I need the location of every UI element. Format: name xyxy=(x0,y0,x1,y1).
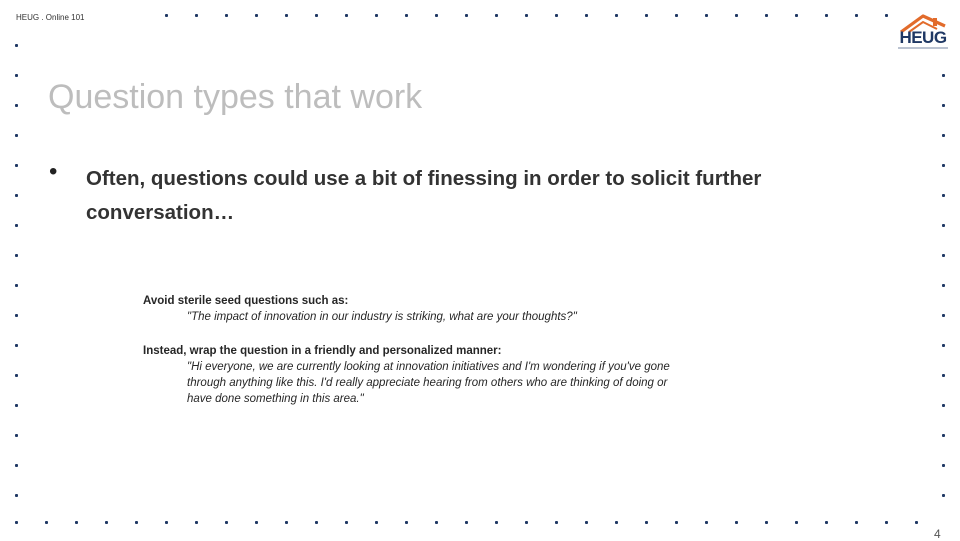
border-dot xyxy=(942,254,945,257)
border-dot xyxy=(942,344,945,347)
border-dot xyxy=(15,254,18,257)
border-dot xyxy=(825,521,828,524)
border-dot xyxy=(15,374,18,377)
border-dot xyxy=(375,14,378,17)
border-dot xyxy=(942,404,945,407)
avoid-quote: "The impact of innovation in our industry is striking, what are your thoughts?" xyxy=(187,311,577,323)
border-dot xyxy=(825,14,828,17)
border-dot xyxy=(942,164,945,167)
border-dot xyxy=(195,521,198,524)
border-dot xyxy=(942,464,945,467)
border-dot xyxy=(105,521,108,524)
border-dot xyxy=(465,14,468,17)
border-dot xyxy=(165,14,168,17)
instead-heading: Instead, wrap the question in a friendly and personalized manner: xyxy=(143,345,502,357)
border-dot xyxy=(615,14,618,17)
border-dot xyxy=(615,521,618,524)
border-dot xyxy=(225,14,228,17)
border-dot xyxy=(405,521,408,524)
border-dot xyxy=(942,374,945,377)
logo-text: HEUG xyxy=(899,28,947,47)
border-dot xyxy=(942,104,945,107)
border-dot xyxy=(735,14,738,17)
border-dot xyxy=(885,521,888,524)
instead-quote-line-3: have done something in this area." xyxy=(187,393,364,405)
border-dot xyxy=(15,194,18,197)
border-dot xyxy=(15,224,18,227)
border-dot xyxy=(555,14,558,17)
border-dot xyxy=(795,14,798,17)
border-dot xyxy=(942,284,945,287)
border-dot xyxy=(345,521,348,524)
border-dot xyxy=(225,521,228,524)
border-dot xyxy=(255,521,258,524)
border-dot xyxy=(942,494,945,497)
border-dot xyxy=(15,284,18,287)
border-dot xyxy=(942,314,945,317)
border-dot xyxy=(942,74,945,77)
border-dot xyxy=(885,14,888,17)
border-dot xyxy=(942,134,945,137)
border-dot xyxy=(705,521,708,524)
border-dot xyxy=(195,14,198,17)
border-dot xyxy=(495,14,498,17)
border-dot xyxy=(15,521,18,524)
border-dot xyxy=(15,404,18,407)
border-dot xyxy=(645,521,648,524)
instead-quote-line-1: "Hi everyone, we are currently looking at innovation initiatives and I'm wondering if you've gone xyxy=(187,361,670,373)
border-dot xyxy=(525,14,528,17)
border-dot xyxy=(705,14,708,17)
border-dot xyxy=(345,14,348,17)
instead-quote-line-2: through anything like this. I'd really appreciate hearing from others who are thinking of doing or xyxy=(187,377,668,389)
border-dot xyxy=(942,224,945,227)
border-dot xyxy=(15,314,18,317)
border-dot xyxy=(15,164,18,167)
border-dot xyxy=(795,521,798,524)
border-dot xyxy=(555,521,558,524)
border-dot xyxy=(315,521,318,524)
border-dot xyxy=(942,194,945,197)
border-dot xyxy=(15,44,18,47)
border-dot xyxy=(495,521,498,524)
border-dot xyxy=(855,14,858,17)
border-dot xyxy=(315,14,318,17)
border-dot xyxy=(15,134,18,137)
border-dot xyxy=(165,521,168,524)
border-dot xyxy=(45,521,48,524)
bullet-marker: • xyxy=(49,158,58,185)
page-number: 4 xyxy=(934,527,941,541)
border-dot xyxy=(285,14,288,17)
border-dot xyxy=(942,434,945,437)
border-dot xyxy=(285,521,288,524)
border-dot xyxy=(465,521,468,524)
border-dot xyxy=(15,74,18,77)
border-dot xyxy=(525,521,528,524)
logo-tagline xyxy=(898,47,948,49)
border-dot xyxy=(915,521,918,524)
border-dot xyxy=(135,521,138,524)
border-dot xyxy=(15,434,18,437)
border-dot xyxy=(435,14,438,17)
border-dot xyxy=(75,521,78,524)
border-dot xyxy=(585,14,588,17)
border-dot xyxy=(15,104,18,107)
header-label: HEUG . Online 101 xyxy=(16,13,85,22)
border-dot xyxy=(765,14,768,17)
border-dot xyxy=(675,14,678,17)
border-dot xyxy=(405,14,408,17)
border-dot xyxy=(585,521,588,524)
border-dot xyxy=(435,521,438,524)
avoid-heading: Avoid sterile seed questions such as: xyxy=(143,295,349,307)
border-dot xyxy=(15,464,18,467)
border-dot xyxy=(645,14,648,17)
heug-logo xyxy=(895,12,951,52)
border-dot xyxy=(375,521,378,524)
example-image xyxy=(143,293,743,407)
border-dot xyxy=(735,521,738,524)
border-dot xyxy=(765,521,768,524)
border-dot xyxy=(15,344,18,347)
border-dot xyxy=(15,494,18,497)
border-dot xyxy=(675,521,678,524)
border-dot xyxy=(255,14,258,17)
border-dot xyxy=(855,521,858,524)
slide-title: Question types that work xyxy=(48,78,423,116)
bullet-text: Often, questions could use a bit of finessing in order to solicit further conversation… xyxy=(86,167,762,224)
